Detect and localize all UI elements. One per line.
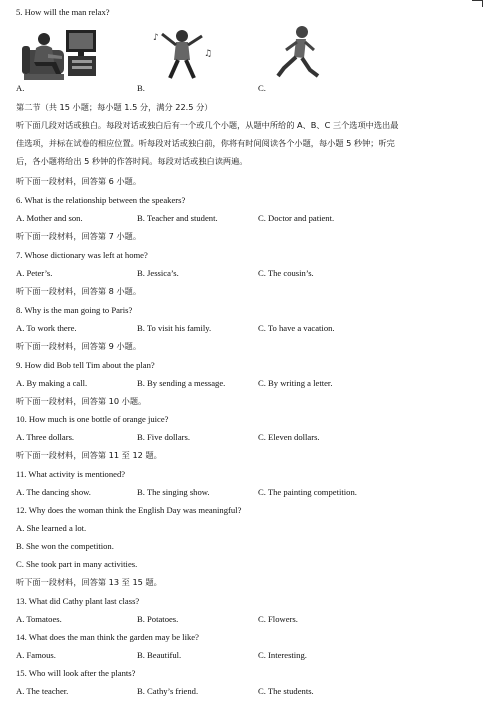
q10-option-c: C. Eleven dollars. <box>258 432 320 442</box>
q13-option-a: A. Tomatoes. <box>16 614 62 624</box>
question-11: 11. What activity is mentioned? <box>16 469 126 479</box>
question-15: 15. Who will look after the plants? <box>16 668 136 678</box>
question-6: 6. What is the relationship between the speakers? <box>16 195 186 205</box>
q8-option-b: B. To visit his family. <box>137 323 212 333</box>
q13-option-b: B. Potatoes. <box>137 614 179 624</box>
q14-option-c: C. Interesting. <box>258 650 307 660</box>
q15-option-b: B. Cathy’s friend. <box>137 686 199 696</box>
listening-prompt: 听下面一段材料，回答第 13 至 15 题。 <box>16 577 162 587</box>
q9-option-c: C. By writing a letter. <box>258 378 333 388</box>
q13-option-c: C. Flowers. <box>258 614 298 624</box>
q11-option-b: B. The singing show. <box>137 487 210 497</box>
question-10: 10. How much is one bottle of orange juice? <box>16 414 169 424</box>
q12-option-b: B. She won the competition. <box>16 541 114 551</box>
q11-option-c: C. The painting competition. <box>258 487 357 497</box>
q9-option-b: B. By sending a message. <box>137 378 226 388</box>
question-12: 12. Why does the woman think the English Day was meaningful? <box>16 505 242 515</box>
listening-prompt: 听下面一段材料，回答第 7 小题。 <box>16 231 142 241</box>
man-dancing-with-music-image <box>150 26 214 86</box>
listening-prompt: 听下面一段材料，回答第 10 小题。 <box>16 396 147 406</box>
listening-prompt: 听下面一段材料，回答第 8 小题。 <box>16 286 142 296</box>
q9-option-a: A. By making a call. <box>16 378 88 388</box>
q6-option-b: B. Teacher and student. <box>137 213 218 223</box>
q7-option-a: A. Peter’s. <box>16 268 53 278</box>
q5-stem: 5. How will the man relax? <box>16 7 110 17</box>
q7-option-b: B. Jessica’s. <box>137 268 179 278</box>
q5-option-a-label: A. <box>16 83 25 93</box>
q7-option-c: C. The cousin’s. <box>258 268 314 278</box>
man-running-image <box>272 24 326 86</box>
section-instruction-line-1: 听下面几段对话或独白。每段对话或独白后有一个或几个小题，从题中所给的 A、B、C 三个选项中选出最 <box>16 120 399 130</box>
svg-text:♫: ♫ <box>204 49 213 59</box>
section-title: 第二节（共 15 小题；每小题 1.5 分，满分 22.5 分） <box>16 102 213 112</box>
svg-text:♪: ♪ <box>153 33 159 43</box>
q6-option-c: C. Doctor and patient. <box>258 213 335 223</box>
question-13: 13. What did Cathy plant last class? <box>16 596 140 606</box>
q5-option-c-label: C. <box>258 83 266 93</box>
man-playing-video-game-image <box>22 26 100 82</box>
question-14: 14. What does the man think the garden may be like? <box>16 632 199 642</box>
listening-prompt: 听下面一段材料，回答第 9 小题。 <box>16 341 142 351</box>
question-9: 9. How did Bob tell Tim about the plan? <box>16 360 155 370</box>
q14-option-b: B. Beautiful. <box>137 650 182 660</box>
q10-option-b: B. Five dollars. <box>137 432 190 442</box>
q6-option-a: A. Mother and son. <box>16 213 83 223</box>
q15-option-c: C. The students. <box>258 686 314 696</box>
q15-option-a: A. The teacher. <box>16 686 69 696</box>
q5-option-b-label: B. <box>137 83 145 93</box>
q14-option-a: A. Famous. <box>16 650 56 660</box>
page-corner-mark <box>472 0 483 7</box>
q11-option-a: A. The dancing show. <box>16 487 91 497</box>
listening-prompt: 听下面一段材料，回答第 6 小题。 <box>16 176 142 186</box>
section-instruction-line-2: 佳选项，并标在试卷的相应位置。听每段对话或独白前，你将有时间阅读各个小题，每小题 5 秒钟；听完 <box>16 138 395 148</box>
section-instruction-line-3: 后，各小题将给出 5 秒钟的作答时间。每段对话或独白读两遍。 <box>16 156 248 166</box>
q12-option-c: C. She took part in many activities. <box>16 559 138 569</box>
q8-option-c: C. To have a vacation. <box>258 323 335 333</box>
q8-option-a: A. To work there. <box>16 323 77 333</box>
question-7: 7. Whose dictionary was left at home? <box>16 250 148 260</box>
q12-option-a: A. She learned a lot. <box>16 523 87 533</box>
q10-option-a: A. Three dollars. <box>16 432 75 442</box>
question-8: 8. Why is the man going to Paris? <box>16 305 133 315</box>
listening-prompt: 听下面一段材料，回答第 11 至 12 题。 <box>16 450 162 460</box>
